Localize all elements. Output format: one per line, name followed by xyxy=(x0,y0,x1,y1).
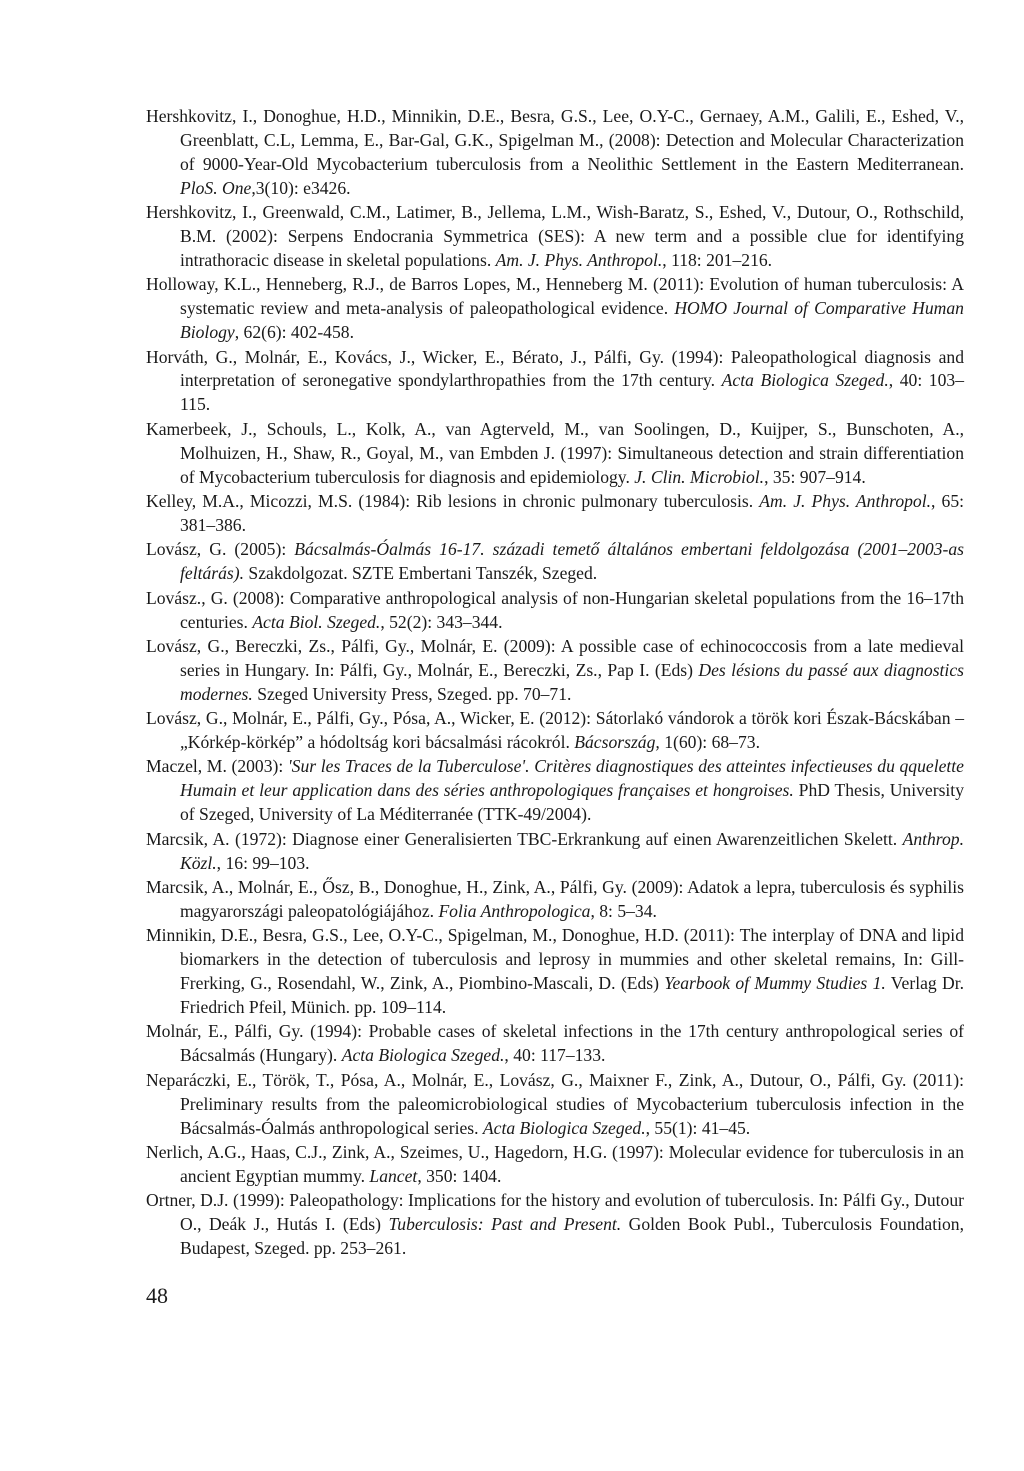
reference-entry xyxy=(146,490,964,538)
reference-entry xyxy=(146,201,964,273)
reference-text: Marcsik, A., Molnár, E., Ősz, B., Donoghue, H., Zink, A., Pálfi, Gy. (2009): Adatok a lepra, tuberculosis és syphilis magyarországi paleopatológiájához. xyxy=(146,877,964,921)
reference-entry xyxy=(146,924,964,1020)
reference-italic-text: Yearbook of Mummy Studies 1. xyxy=(664,973,886,994)
reference-text: Lovász, G. (2005): xyxy=(146,539,295,560)
reference-italic-text: Des lésions du passé aux diagnostics modernes. xyxy=(180,659,964,704)
reference-entry xyxy=(146,876,964,924)
reference-text: , 52(2): 343–344. xyxy=(380,611,503,632)
reference-text: Kelley, M.A., Micozzi, M.S. (1984): Rib lesions in chronic pulmonary tuberculosis. xyxy=(146,491,760,511)
reference-entry xyxy=(146,1069,964,1141)
reference-text: , 40: 117–133. xyxy=(504,1045,606,1066)
reference-entry xyxy=(146,273,964,345)
reference-text: Molnár, E., Pálfi, Gy. (1994): Probable cases of skeletal infections in the 17th century anthropological series of Bácsalmás (Hungary). xyxy=(146,1021,964,1066)
reference-entry xyxy=(146,1141,964,1189)
reference-italic-text: J. Clin. Microbiol. xyxy=(634,466,765,487)
page-number: 48 xyxy=(146,1283,168,1308)
reference-text: , 118: 201–216. xyxy=(662,249,773,270)
reference-entry xyxy=(146,635,964,707)
reference-entry xyxy=(146,105,964,201)
reference-text: Kamerbeek, J., Schouls, L., Kolk, A., van Agterveld, M., van Soolingen, D., Kuijper, S., Bunschoten, A., Molhuizen, H., Shaw, R., Goyal, M., van Embden J. (1997): Simultaneous detection and strain differentiation of Mycobacterium tuberculosis for diagnosis and epidemiology. xyxy=(146,418,964,487)
reference-text: Nerlich, A.G., Haas, C.J., Zink, A., Szeimes, U., Hagedorn, H.G. (1997): Molecular evidence for tuberculosis in an ancient Egyptian mummy. xyxy=(146,1141,964,1186)
reference-text: Lovász, G., Bereczki, Zs., Pálfi, Gy., Molnár, E. (2009): A possible case of echinococcosis from a late medieval series in Hungary. In: Pálfi, Gy., Molnár, E., Bereczki, Zs., Pap I. (Eds) xyxy=(146,635,964,680)
reference-italic-text: HOMO Journal of Comparative Human Biology xyxy=(180,298,964,343)
reference-text: , 16: 99–103. xyxy=(216,852,310,873)
reference-text: Holloway, K.L., Henneberg, R.J., de Barros Lopes, M., Henneberg M. (2011): Evolution of human tuberculosis: A systematic review and meta-analysis of paleopathological evidence. xyxy=(146,274,964,319)
reference-entry xyxy=(146,828,964,876)
reference-entry xyxy=(146,1020,964,1068)
reference-text: , 55(1): 41–45. xyxy=(645,1117,751,1138)
reference-text: , 35: 907–914. xyxy=(764,466,866,487)
reference-italic-text: Bácsalmás-Óalmás 16-17. századi temető általános embertani feldolgozása (2001–2003-as feltárás). xyxy=(180,539,964,584)
reference-list xyxy=(146,105,964,1262)
reference-entry xyxy=(146,707,964,755)
reference-text: 1(60): 68–73. xyxy=(659,732,760,753)
reference-entry xyxy=(146,1189,964,1261)
reference-entry xyxy=(146,346,964,418)
reference-italic-text: Lancet xyxy=(369,1165,418,1186)
reference-italic-text: Bácsország, xyxy=(574,732,660,753)
reference-text: Maczel, M. (2003): xyxy=(146,756,288,777)
reference-italic-text: 'Sur les Traces de la Tuberculose'. Critères diagnostiques des atteintes infectieuses du qquelette Humain et leur application dans des séries anthropologiques françaises et hongroises. xyxy=(180,756,964,801)
reference-text: Marcsik, A. (1972): Diagnose einer Generalisierten TBC-Erkrankung auf einen Awarenzeitlichen Skelett. xyxy=(146,828,903,849)
reference-italic-text: Am. J. Phys. Anthropol. xyxy=(495,249,663,270)
reference-italic-text: Am. J. Phys. Anthropol. xyxy=(759,491,932,511)
reference-italic-text: Acta Biologica Szeged. xyxy=(341,1045,505,1066)
reference-entry xyxy=(146,418,964,490)
reference-italic-text: PloS. One xyxy=(180,177,252,198)
reference-text: , 40: 103–115. xyxy=(180,370,964,415)
reference-italic-text: Tuberculosis: Past and Present. xyxy=(388,1214,622,1235)
reference-italic-text: Anthrop. Közl. xyxy=(180,828,964,873)
reference-italic-text: Folia Anthropologica xyxy=(438,900,591,921)
reference-text: Horváth, G., Molnár, E., Kovács, J., Wicker, E., Bérato, J., Pálfi, Gy. (1994): Paleopathological diagnosis and interpretation of seronegative spondylarthropathies from the 17th century. xyxy=(146,346,964,391)
reference-text: Lovász, G., Molnár, E., Pálfi, Gy., Pósa, A., Wicker, E. (2012): Sátorlakó vándorok a török kori Észak-Bácskában – „Kórkép-körkép” a hódoltság kori bácsalmási rácokról. xyxy=(146,708,964,753)
reference-italic-text: Acta Biologica Szeged. xyxy=(482,1117,646,1138)
reference-text: , 350: 1404. xyxy=(417,1165,502,1186)
reference-text: , 8: 5–34. xyxy=(590,900,657,921)
reference-italic-text: Acta Biologica Szeged. xyxy=(721,370,889,391)
reference-text: Verlag Dr. Friedrich Pfeil, Münich. pp. 109–114. xyxy=(180,973,964,1018)
reference-text: Szeged University Press, Szeged. pp. 70–71. xyxy=(252,683,572,704)
reference-text: Lovász., G. (2008): Comparative anthropological analysis of non-Hungarian skeletal populations from the 16–17th centuries. xyxy=(146,587,964,632)
reference-text: ,3(10): e3426. xyxy=(251,177,351,198)
reference-entry xyxy=(146,538,964,586)
reference-text: Szakdolgozat. SZTE Embertani Tanszék, Szeged. xyxy=(244,563,598,584)
reference-entry xyxy=(146,587,964,635)
reference-text: Hershkovitz, I., Greenwald, C.M., Latimer, B., Jellema, L.M., Wish-Baratz, S., Eshed, V., Dutour, O., Rothschild, B.M. (2002): Serpens Endocrania Symmetrica (SES): A new term and a possible clue for identifying intrathoracic disease in skeletal populations. xyxy=(146,202,964,270)
reference-text: Golden Book Publ., Tuberculosis Foundation, Budapest, Szeged. pp. 253–261. xyxy=(180,1214,964,1259)
reference-text: , 62(6): 402-458. xyxy=(234,322,354,343)
reference-entry xyxy=(146,755,964,827)
reference-italic-text: Acta Biol. Szeged. xyxy=(252,611,381,632)
reference-text: Minnikin, D.E., Besra, G.S., Lee, O.Y-C., Spigelman, M., Donoghue, H.D. (2011): The interplay of DNA and lipid biomarkers in the detection of tuberculosis and leprosy in mummies and other skeletal remains, In: Gill-Frerking, G., Rosendahl, W., Zink, A., Piombino-Mascali, D. (Eds) xyxy=(146,925,964,994)
reference-text: , 65: 381–386. xyxy=(180,491,964,535)
reference-text: PhD Thesis, University of Szeged, University of La Méditerranée (TTK-49/2004). xyxy=(180,780,964,825)
reference-text: Ortner, D.J. (1999): Paleopathology: Implications for the history and evolution of tuberculosis. In: Pálfi Gy., Dutour O., Deák J., Hutás I. (Eds) xyxy=(146,1190,964,1235)
reference-text: Hershkovitz, I., Donoghue, H.D., Minnikin, D.E., Besra, G.S., Lee, O.Y-C., Gernaey, A.M., Galili, E., Eshed, V., Greenblatt, C.L, Lemma, E., Bar-Gal, G.K., Spigelman M., (2008): Detection and Molecular Characterization of 9000-Year-Old Mycobacterium tuberculosis from a Neolithic Settlement in the Eastern Mediterranean. xyxy=(146,106,964,174)
reference-text: Neparáczki, E., Török, T., Pósa, A., Molnár, E., Lovász, G., Maixner F., Zink, A., Dutour, O., Pálfi, Gy. (2011): Preliminary results from the paleomicrobiological studies of Mycobacterium tuberculosis infection in the Bácsalmás-Óalmás anthropological series. xyxy=(146,1069,964,1138)
